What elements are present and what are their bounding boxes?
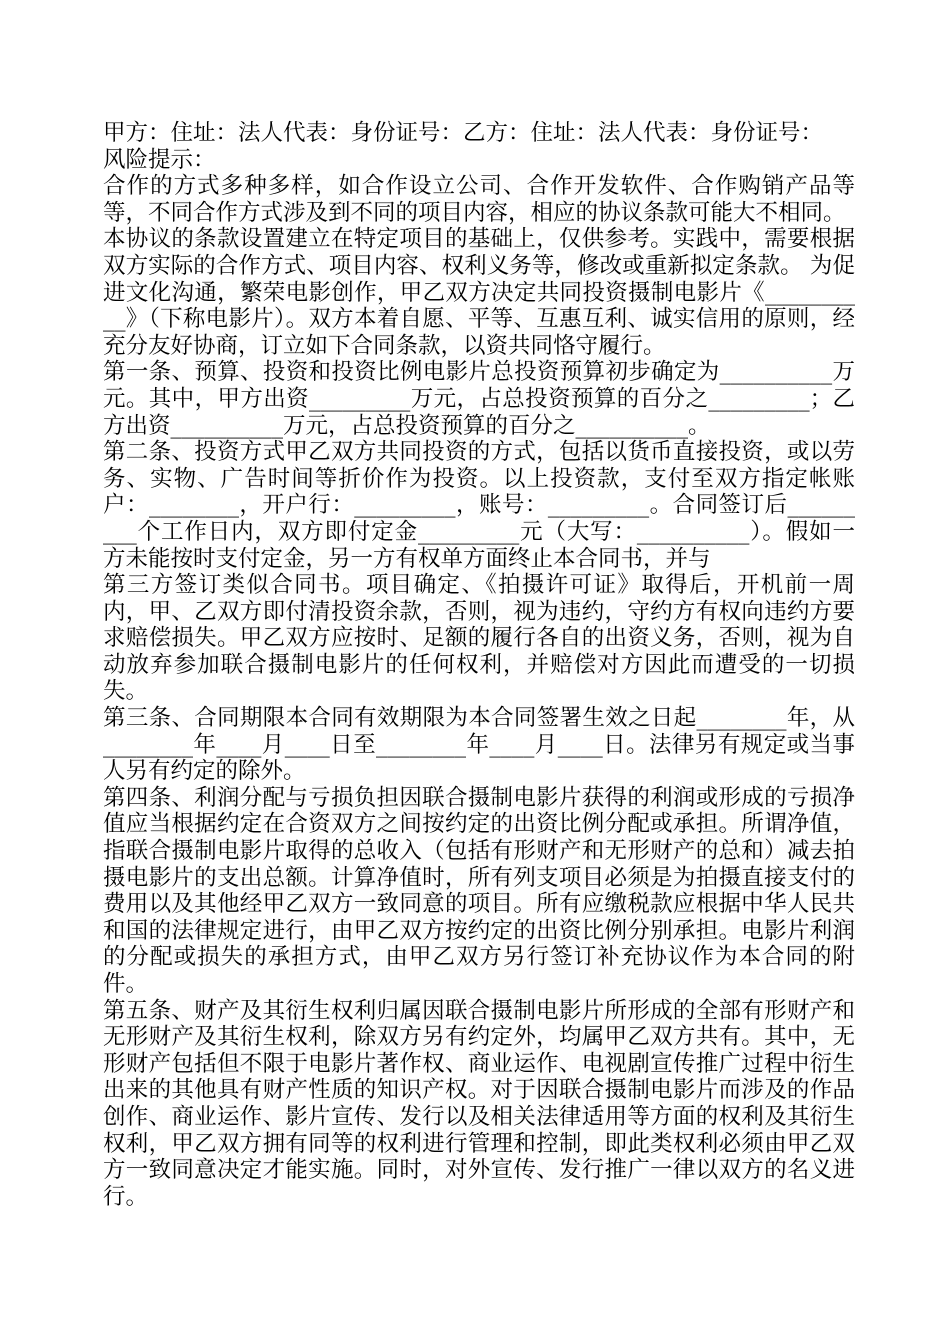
- article-3-term: 第三条、合同期限本合同有效期限为本合同签署生效之日起________年，从________年____月____日至________年____月____日。法律另有规定或当事人另有约定的除外。: [103, 705, 855, 785]
- article-2-continued: 第三方签订类似合同书。项目确定、《拍摄许可证》取得后，开机前一周内，甲、乙双方即付清投资余款，否则，视为违约，守约方有权向违约方要求赔偿损失。甲乙双方应按时、足额的履行各自的出资义务，否则，视为自动放弃参加联合摄制电影片的任何权利，并赔偿对方因此而遭受的一切损失。: [103, 572, 855, 705]
- risk-warning-heading: 风险提示：: [103, 146, 216, 173]
- risk-warning-text: 合作的方式多种多样，如合作设立公司、合作开发软件、合作购销产品等等，不同合作方式涉及到不同的项目内容，相应的协议条款可能大不相同。: [103, 173, 855, 226]
- article-2-investment-method: 第二条、投资方式甲乙双方共同投资的方式，包括以货币直接投资，或以劳务、实物、广告时间等折价作为投资。以上投资款，支付至双方指定帐账户：________，开户行：_________，账号：_________。合同签订后_________个工作日内，双方即付定金_________元（大写：__________）。假如一方未能按时支付定金，另一方有权单方面终止本合同书，并与: [103, 439, 855, 572]
- parties-header: 甲方：住址：法人代表：身份证号：乙方：住址：法人代表：身份证号：: [103, 120, 824, 146]
- article-5-property-rights: 第五条、财产及其衍生权利归属因联合摄制电影片所形成的全部有形财产和无形财产及其衍生权利，除双方另有约定外，均属甲乙双方共有。其中，无形财产包括但不限于电影片著作权、商业运作、电视剧宣传推广过程中衍生出来的其他具有财产性质的知识产权。对于因联合摄制电影片而涉及的作品创作、商业运作、影片宣传、发行以及相关法律适用等方面的权利及其衍生权利，甲乙双方拥有同等的权利进行管理和控制，即此类权利必须由甲乙双方一致同意决定才能实施。同时，对外宣传、发行推广一律以双方的名义进行。: [103, 997, 855, 1210]
- contract-body: [103, 120, 855, 1210]
- article-1-budget: 第一条、预算、投资和投资比例电影片总投资预算初步确定为__________万元。其中，甲方出资_________万元，占总投资预算的百分之_________；乙方出资__________万元，占总投资预算的百分之__________。: [103, 359, 855, 439]
- preamble: 本协议的条款设置建立在特定项目的基础上，仅供参考。实践中，需要根据双方实际的合作方式、项目内容、权利义务等，修改或重新拟定条款。 为促进文化沟通，繁荣电影创作，甲乙双方决定共同投资摄制电影片《__________》（下称电影片）。双方本着自愿、平等、互惠互利、诚实信用的原则，经充分友好协商，订立如下合同条款，以资共同恪守履行。: [103, 226, 855, 359]
- article-4-profit-loss: 第四条、利润分配与亏损负担因联合摄制电影片获得的利润或形成的亏损净值应当根据约定在合资双方之间按约定的出资比例分配或承担。所谓净值，指联合摄制电影片取得的总收入（包括有形财产和无形财产的总和）减去拍摄电影片的支出总额。计算净值时，所有列支项目必须是为拍摄直接支付的费用以及其他经甲乙双方一致同意的项目。所有应缴税款应根据中华人民共和国的法律规定进行，由甲乙双方按约定的出资比例分别承担。电影片利润的分配或损失的承担方式，由甲乙双方另行签订补充协议作为本合同的附件。: [103, 784, 855, 997]
